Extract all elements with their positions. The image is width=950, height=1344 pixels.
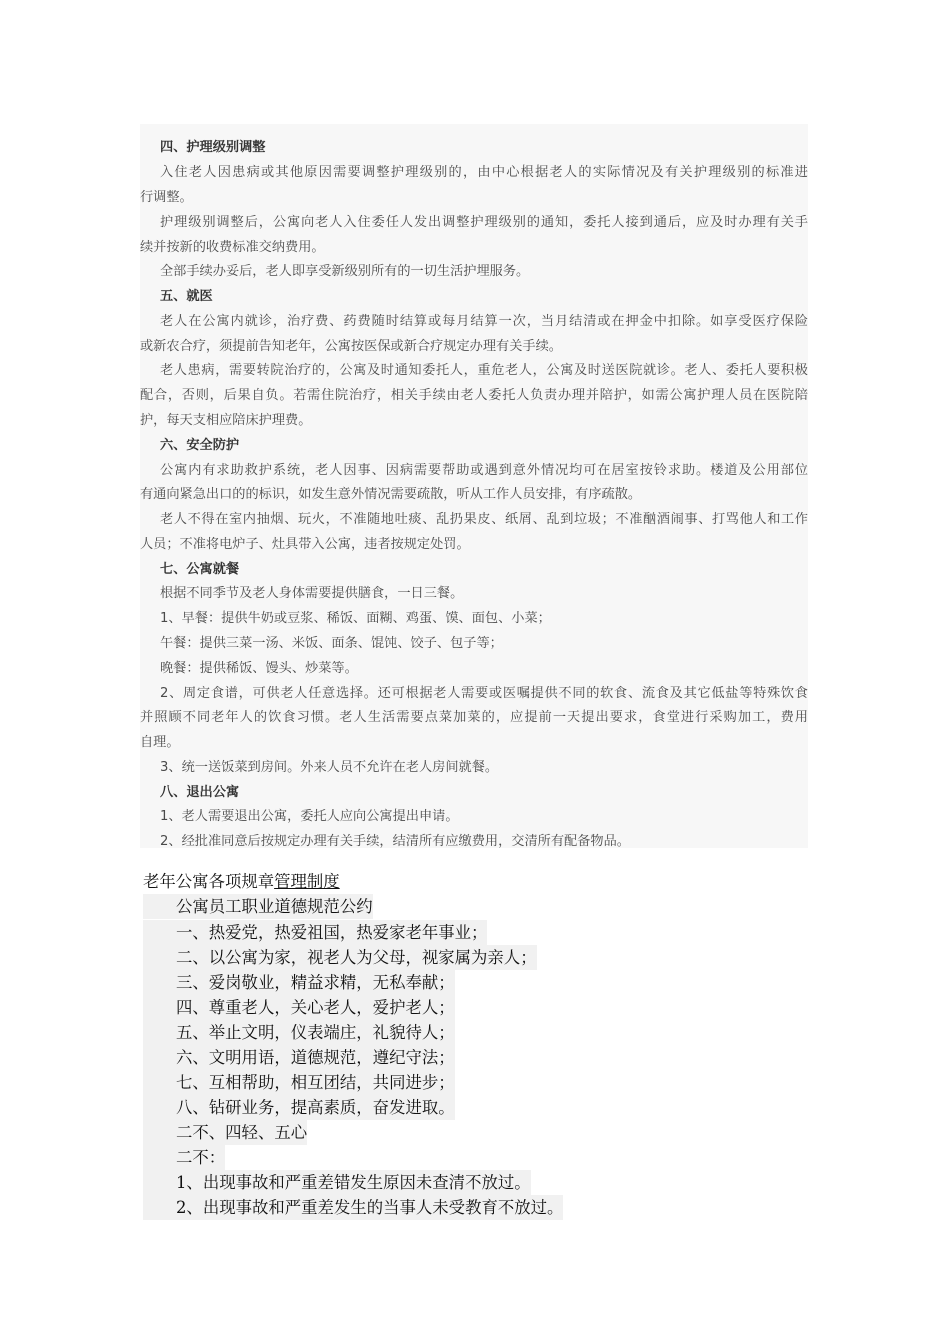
document-title: [143, 869, 340, 894]
section-heading-medical: 五、就医: [160, 289, 213, 304]
list-item: 五、举止文明，仪表端庄，礼貌待人；: [143, 1020, 455, 1045]
paragraph-line: 护，每天支相应陪床护理费。: [140, 413, 312, 428]
section-heading-nursing-level: 四、护理级别调整: [160, 140, 266, 155]
paragraph-line: 并照顾不同老年人的饮食习惯。老人生活需要点菜加菜的，应提前一天提出要求，食堂进行采购加工，费用: [140, 710, 808, 725]
paragraph-line: 护理级别调整后，公寓向老人入住委任人发出调整护理级别的通知，委托人接到通后，应及时办理有关手: [160, 215, 808, 230]
document-title-link[interactable]: 管理制度: [274, 872, 340, 891]
paragraph-line: 自理。: [140, 735, 180, 750]
list-item: 2、出现事故和严重差发生的当事人未受教育不放过。: [143, 1195, 563, 1220]
paragraph-line: 有通向紧急出口的的标识，如发生意外情况需要疏散，听从工作人员安排，有序疏散。: [140, 487, 642, 502]
paragraph-line: 1、早餐：提供牛奶或豆浆、稀饭、面糊、鸡蛋、馍、面包、小菜；: [160, 611, 551, 626]
document-title-main: 老年公寓各项规章: [143, 872, 275, 891]
section-heading-safety: 六、安全防护: [160, 438, 240, 453]
paragraph-line: 配合，否则，后果自负。若需住院治疗，相关手续由老人委托人负责办理并陪护，如需公寓护理人员在医院陪: [140, 388, 808, 403]
list-item: 二不、四轻、五心: [143, 1120, 307, 1145]
paragraph-line: 或新农合疗，须提前告知老年，公寓按医保或新合疗规定办理有关手续。: [140, 339, 562, 354]
list-item: 六、文明用语，道德规范，遵纪守法；: [143, 1045, 455, 1070]
paragraph-line: 老人患病，需要转院治疗的，公寓及时通知委托人，重危老人，公寓及时送医院就诊。老人、委托人要积极: [160, 363, 808, 378]
paragraph-line: 根据不同季节及老人身体需要提供膳食，一日三餐。: [160, 586, 464, 601]
paragraph-line: 公寓内有求助救护系统，老人因事、因病需要帮助或遇到意外情况均可在居室按铃求助。楼道及公用部位: [160, 463, 808, 478]
list-item: 二不：: [143, 1145, 225, 1170]
paragraph-line: 入住老人因患病或其他原因需要调整护理级别的，由中心根据老人的实际情况及有关护理级别的标准进: [160, 165, 808, 180]
section-heading-checkout: 八、退出公寓: [160, 785, 240, 800]
list-item: 三、爱岗敬业，精益求精，无私奉献；: [143, 970, 455, 995]
paragraph-line: 3、统一送饭菜到房间。外来人员不允许在老人房间就餐。: [160, 760, 499, 775]
list-item: 一、热爱党，热爱祖国，热爱家老年事业；: [143, 920, 487, 945]
paragraph-line: 行调整。: [140, 190, 193, 205]
paragraph-line: 1、老人需要退出公寓，委托人应向公寓提出申请。: [160, 809, 459, 824]
paragraph-line: 续并按新的收费标准交纳费用。: [140, 240, 325, 255]
paragraph-line: 晚餐：提供稀饭、馒头、炒菜等。: [160, 661, 358, 676]
list-item: 八、钻研业务，提高素质，奋发进取。: [143, 1095, 455, 1120]
section-heading-dining: 七、公寓就餐: [160, 562, 240, 577]
paragraph-line: 老人不得在室内抽烟、玩火，不准随地吐痰、乱扔果皮、纸屑、乱到垃圾；不准酗酒闹事、打骂他人和工作: [160, 512, 808, 527]
paragraph-line: 午餐：提供三菜一汤、米饭、面条、馄饨、饺子、包子等；: [160, 636, 503, 651]
document-subtitle: 公寓员工职业道德规范公约: [143, 894, 373, 919]
paragraph-line: 老人在公寓内就诊，治疗费、药费随时结算或每月结算一次，当月结清或在押金中扣除。如享受医疗保险: [160, 314, 808, 329]
list-item: 1、出现事故和严重差错发生原因未查清不放过。: [143, 1170, 531, 1195]
paragraph-line: 全部手续办妥后，老人即享受新级别所有的一切生活护埋服务。: [160, 264, 530, 279]
paragraph-line: 人员；不准将电炉子、灶具带入公寓，违者按规定处罚。: [140, 537, 470, 552]
paragraph-line: 2、周定食谱，可供老人任意选择。还可根据老人需要或医嘱提供不同的软食、流食及其它低盐等特殊饮食: [160, 686, 808, 701]
list-item: 二、以公寓为家，视老人为父母，视家属为亲人；: [143, 945, 537, 970]
list-item: 七、互相帮助，相互团结，共同进步；: [143, 1070, 455, 1095]
paragraph-line: 2、经批准同意后按规定办理有关手续，结清所有应缴费用，交清所有配备物品。: [160, 834, 630, 849]
list-item: 四、尊重老人，关心老人，爱护老人；: [143, 995, 455, 1020]
